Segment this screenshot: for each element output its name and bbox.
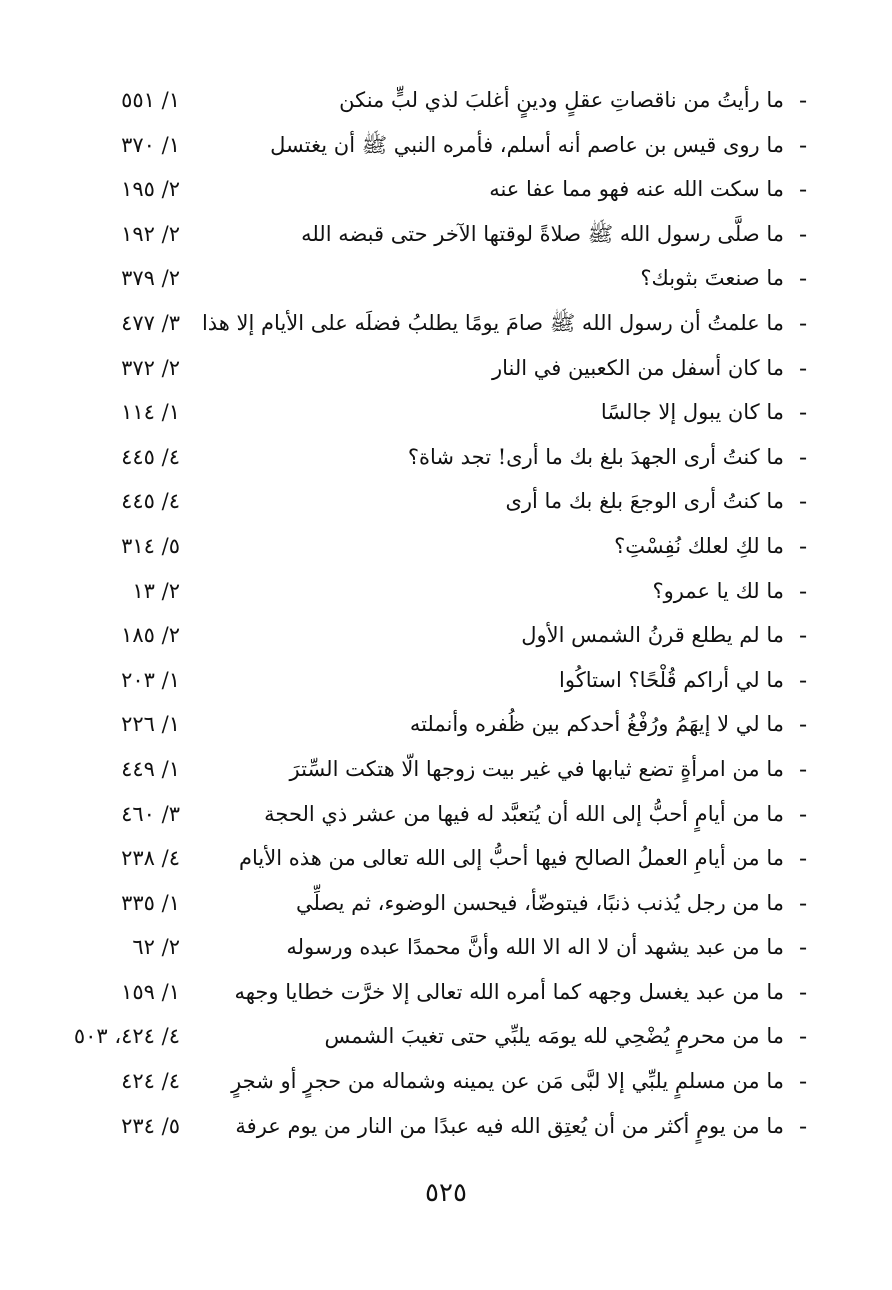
index-entry — [0, 346, 892, 391]
entry-reference: ٤/ ٢٣٨ — [121, 846, 180, 871]
index-entry — [0, 1104, 892, 1149]
entry-dash: - — [798, 1067, 808, 1096]
entry-reference: ٢/ ١٩٥ — [121, 177, 180, 202]
entry-text: ما صلَّى رسول الله ﷺ صلاةً لوقتها الآخر حتى قبضه الله — [301, 221, 784, 246]
entry-dash: - — [798, 531, 808, 560]
index-entry — [0, 1059, 892, 1104]
entry-reference: ٣/ ٤٦٠ — [121, 801, 180, 826]
entry-dash: - — [798, 353, 808, 382]
entry-reference: ٢/ ٣٧٩ — [121, 266, 180, 291]
entry-text: ما صنعتَ بثوبك؟ — [640, 266, 784, 291]
index-entry — [0, 123, 892, 168]
index-entry — [0, 702, 892, 747]
entry-reference: ٤/ ٤٤٥ — [121, 489, 180, 514]
entry-text: ما كنتُ أرى الوجعَ بلغ بك ما أرى — [505, 489, 784, 514]
index-entry — [0, 78, 892, 123]
entry-dash: - — [798, 665, 808, 694]
entry-dash: - — [798, 799, 808, 828]
entry-dash: - — [798, 86, 808, 114]
index-entry — [0, 569, 892, 614]
index-entry — [0, 658, 892, 703]
entry-reference: ١/ ٢٢٦ — [121, 712, 180, 737]
entry-dash: - — [798, 175, 808, 204]
index-entry — [0, 881, 892, 926]
entry-dash: - — [798, 977, 808, 1006]
entry-dash: - — [798, 888, 808, 917]
entry-text: ما كنتُ أرى الجهدَ بلغ بك ما أرى! تجد شاة؟ — [407, 444, 784, 469]
entry-text: ما لم يطلع قرنُ الشمس الأول — [521, 623, 784, 648]
entry-text: ما من أيامِ العملُ الصالح فيها أحبُّ إلى الله تعالى من هذه الأيام — [238, 846, 784, 871]
index-entry — [0, 1014, 892, 1059]
entry-text: ما كان أسفل من الكعبين في النار — [492, 355, 784, 380]
entry-reference: ٢/ ٦٢ — [132, 935, 180, 960]
entry-text: ما من عبد يغسل وجهه كما أمره الله تعالى إلا خرَّت خطايا وجهه — [234, 979, 784, 1004]
index-entry — [0, 970, 892, 1015]
index-entry — [0, 925, 892, 970]
entry-reference: ٣/ ٤٧٧ — [121, 310, 180, 335]
entry-dash: - — [798, 442, 808, 471]
entry-reference: ١/ ١١٤ — [121, 400, 180, 425]
index-entry — [0, 836, 892, 881]
entry-text: ما روى قيس بن عاصم أنه أسلم، فأمره النبي ﷺ أن يغتسل — [270, 132, 784, 157]
entry-reference: ١/ ٤٤٩ — [121, 756, 180, 781]
entry-dash: - — [798, 710, 808, 739]
index-entry — [0, 479, 892, 524]
entry-dash: - — [798, 933, 808, 962]
entry-text: ما سكت الله عنه فهو مما عفا عنه — [489, 177, 784, 202]
entry-text: ما من امرأةٍ تضع ثيابها في غير بيت زوجها الّا هتكت السِّترَ — [289, 756, 784, 781]
entry-dash: - — [798, 308, 808, 337]
index-entry — [0, 256, 892, 301]
entry-reference: ١/ ٣٧٠ — [121, 132, 180, 157]
entry-reference: ٢/ ١٣ — [132, 578, 180, 603]
entry-text: ما لي أراكم قُلْحًا؟ استاكُوا — [559, 667, 784, 692]
entry-reference: ١/ ٢٠٣ — [121, 667, 180, 692]
entry-dash: - — [798, 576, 808, 605]
entry-dash: - — [798, 264, 808, 293]
entry-text: ما من أيامٍ أحبُّ إلى الله أن يُتعبَّد له فيها من عشر ذي الحجة — [264, 801, 784, 826]
entry-reference: ٤/ ٤٢٤، ٥٠٣ — [73, 1024, 180, 1049]
entry-reference: ١/ ٣٣٥ — [121, 890, 180, 915]
entry-reference: ١/ ١٥٩ — [121, 979, 180, 1004]
entry-reference: ٥/ ٣١٤ — [121, 533, 180, 558]
entry-dash: - — [798, 1022, 808, 1051]
entry-text: ما من مسلمٍ يلبِّي إلا لبَّى مَن عن يمينه وشماله من حجرٍ أو شجرٍ — [231, 1069, 784, 1094]
index-entry — [0, 167, 892, 212]
entry-text: ما من يومٍ أكثر من أن يُعتِق الله فيه عبدًا من النار من يوم عرفة — [235, 1113, 784, 1138]
entry-reference: ٢/ ١٨٥ — [121, 623, 180, 648]
entry-dash: - — [798, 219, 808, 248]
entry-text: ما من عبد يشهد أن لا اله الا الله وأنَّ محمدًا عبده ورسوله — [286, 935, 784, 960]
index-entry — [0, 613, 892, 658]
index-entry — [0, 524, 892, 569]
page-number: ٥٢٥ — [425, 1178, 467, 1208]
entry-text: ما لي لا إيهَمُ ورُفْغُ أحدكم بين ظُفره وأنملته — [409, 712, 784, 737]
entry-dash: - — [798, 1111, 808, 1140]
entry-reference: ١/ ٥٥١ — [121, 88, 180, 112]
index-entry — [0, 390, 892, 435]
index-entry — [0, 435, 892, 480]
entry-text: ما لكِ لعلك نُفِسْتِ؟ — [614, 533, 784, 558]
entry-reference: ٢/ ٣٧٢ — [121, 355, 180, 380]
entry-reference: ٢/ ١٩٢ — [121, 221, 180, 246]
index-entry — [0, 301, 892, 346]
entry-dash: - — [798, 398, 808, 427]
entry-text: ما من رجل يُذنب ذنبًا، فيتوضّأ، فيحسن الوضوء، ثم يصلِّي — [296, 890, 784, 915]
index-entry — [0, 212, 892, 257]
entry-dash: - — [798, 754, 808, 783]
hadith-index-list — [0, 78, 892, 1148]
index-entry — [0, 747, 892, 792]
entry-dash: - — [798, 621, 808, 650]
index-entry — [0, 792, 892, 837]
entry-dash: - — [798, 844, 808, 873]
entry-reference: ٤/ ٤٢٤ — [121, 1069, 180, 1094]
entry-dash: - — [798, 130, 808, 159]
entry-dash: - — [798, 487, 808, 516]
entry-text: ما علمتُ أن رسول الله ﷺ صامَ يومًا يطلبُ فضلَه على الأيام إلا هذا — [201, 310, 784, 335]
entry-text: ما من محرمٍ يُضْحِي لله يومَه يلبِّي حتى تغيبَ الشمس — [324, 1024, 784, 1049]
entry-text: ما رأيتُ من ناقصاتِ عقلٍ ودينٍ أغلبَ لذي لبٍّ منكن — [339, 88, 784, 112]
entry-reference: ٥/ ٢٣٤ — [121, 1113, 180, 1138]
entry-reference: ٤/ ٤٤٥ — [121, 444, 180, 469]
entry-text: ما كان يبول إلا جالسًا — [600, 400, 784, 425]
entry-text: ما لك يا عمرو؟ — [652, 578, 784, 603]
